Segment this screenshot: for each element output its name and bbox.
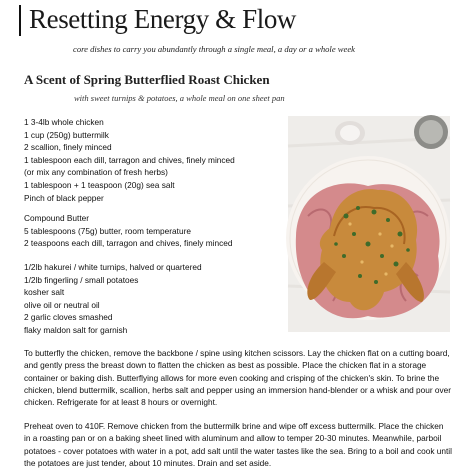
ingredient-item: 1 tablespoon each dill, tarragon and chives, finely minced	[24, 154, 235, 165]
ingredient-item: 2 scallion, finely minced	[24, 142, 112, 153]
document-subtitle: core dishes to carry you abundantly through a single meal, a day or a whole week	[73, 44, 355, 54]
ingredient-list-main	[24, 116, 235, 204]
ingredient-item: 1 cup (250g) buttermilk	[24, 129, 109, 140]
ingredient-list-vegetables	[24, 261, 202, 337]
ingredient-item: olive oil or neutral oil	[24, 299, 100, 310]
ingredient-item: kosher salt	[24, 287, 65, 298]
chicken-photo	[288, 116, 450, 332]
ingredient-item: 1 tablespoon + 1 teaspoon (20g) sea salt	[24, 179, 175, 190]
ingredient-item: Pinch of black pepper	[24, 192, 104, 203]
recipe-subtitle: with sweet turnips & potatoes, a whole meal on one sheet pan	[74, 93, 285, 103]
ingredient-item: 1 3-4lb whole chicken	[24, 117, 104, 127]
ingredient-item: 1/2lb hakurei / white turnips, halved or quartered	[24, 262, 202, 272]
instruction-paragraph: To butterfly the chicken, remove the backbone / spine using kitchen scissors. Lay the chicken flat on a cutting board, and gently press the breast down to flatten the chicken as best as possible. Place the chicken flat in a storage container or baking dish. Butterflying allows for more even cooking and crisping of the chicken's skin. To brine the chicken, blend buttermilk, scallion, herbs salt and pepper using an immersion hand-blender or a whisk and pour over chicken. Refrigerate for at least 8 hours or overnight.	[24, 348, 452, 408]
title-divider	[19, 5, 21, 36]
ingredient-item: 2 garlic cloves smashed	[24, 312, 113, 323]
ingredient-item: 1/2lb fingerling / small potatoes	[24, 274, 139, 285]
ingredient-item: flaky maldon salt for garnish	[24, 324, 128, 335]
ingredient-item: (or mix any combination of fresh herbs)	[24, 167, 168, 178]
recipe-title: A Scent of Spring Butterflied Roast Chicken	[24, 72, 270, 87]
ingredient-item: 5 tablespoons (75g) butter, room temperature	[24, 225, 191, 236]
ingredient-list-compound-butter	[24, 212, 232, 250]
ingredient-item: 2 teaspoons each dill, tarragon and chives, finely minced	[24, 238, 233, 249]
instruction-paragraph: Preheat oven to 410F. Remove chicken from the buttermilk brine and wipe off excess buttermilk. Place the chicken in a roasting pan or on a baking sheet lined with aluminum and allow to temper 20-30 minutes. Meanwhile, parboil potatoes - cover potatoes with water in a pot, add salt until the water tastes like the sea. Bring to a boil and cook until the potatoes are just tender, about 10 minutes. Drain and set aside.	[24, 421, 452, 468]
document-title: Resetting Energy & Flow	[29, 4, 297, 34]
section-heading: Compound Butter	[24, 213, 90, 223]
chicken-photo-illustration	[288, 116, 450, 332]
